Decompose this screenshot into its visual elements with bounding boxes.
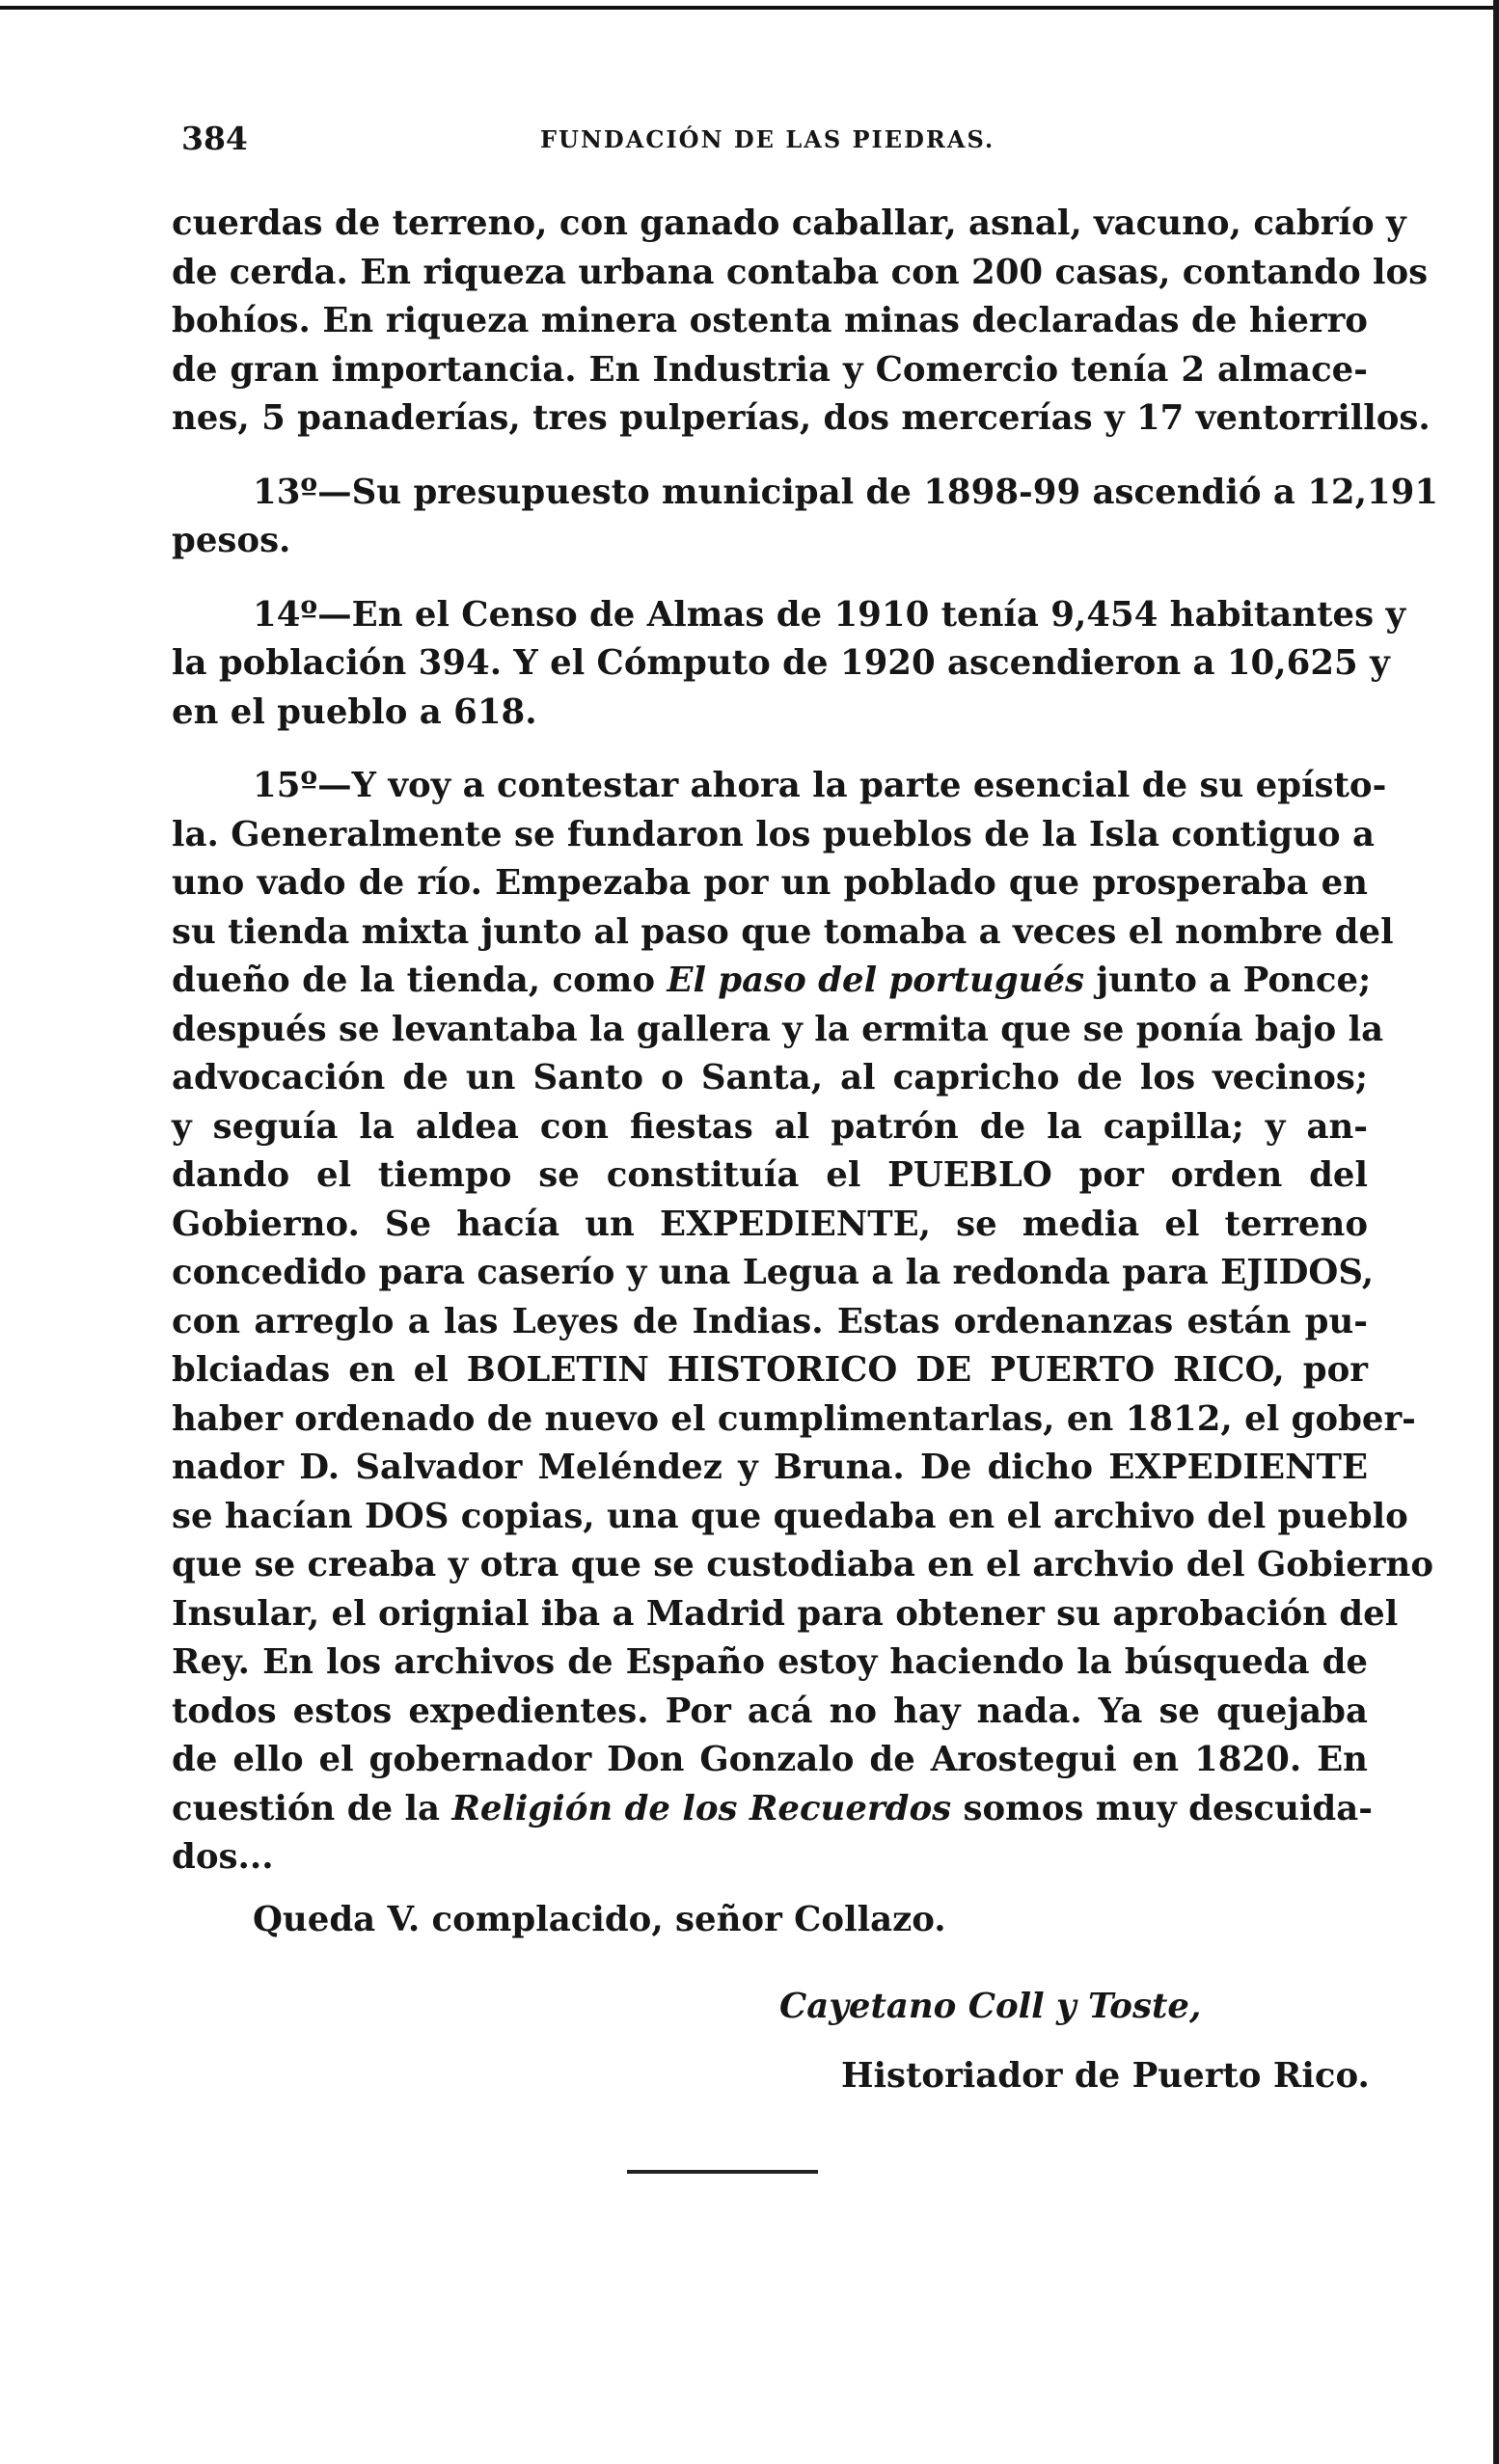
paragraph-1: [172, 200, 1431, 444]
text-line: en el pueblo a 618.: [172, 691, 537, 732]
text-line: de ello el gobernador Don Gonzalo de Arostegui en 1820. En: [172, 1740, 1368, 1779]
text-line: se hacían DOS copias, una que quedaba en el archivo del pueblo: [172, 1496, 1408, 1536]
paragraph-14: [172, 591, 1406, 738]
page-header: [181, 120, 1368, 168]
text-line: Rey. En los archivos de Españo estoy haciendo la búsqueda de: [172, 1642, 1368, 1682]
closing-line: Queda V. complacido, señor Collazo.: [253, 1900, 946, 1939]
text-line: la población 394. Y el Cómputo de 1920 ascendieron a 10,625 y: [172, 643, 1390, 683]
paragraph-13: [172, 469, 1439, 566]
text-line: 14º—En el Censo de Almas de 1910 tenía 9,454 habitantes y: [253, 594, 1406, 635]
text-segment: junto a Ponce;: [1084, 961, 1372, 1000]
text-segment: somos muy descuida-: [951, 1788, 1373, 1828]
text-line: y seguía la aldea con fiestas al patrón de la capilla; y an-: [172, 1106, 1368, 1147]
text-line: que se creaba y otra que se custodiaba en el archvio del Gobierno: [172, 1545, 1434, 1584]
text-line: nador D. Salvador Meléndez y Bruna. De dicho EXPEDIENTE: [172, 1448, 1368, 1487]
text-line: cuerdas de terreno, con ganado caballar, asnal, vacuno, cabrío y: [172, 203, 1406, 243]
text-line: bohíos. En riqueza minera ostenta minas declaradas de hierro: [172, 301, 1368, 340]
italic-title: El paso del portugués: [667, 961, 1085, 1000]
page-number: 384: [181, 120, 248, 157]
text-line: [172, 957, 1372, 1006]
text-segment: dueño de la tienda, como: [172, 961, 668, 1000]
text-line: 13º—Su presupuesto municipal de 1898-99 ascendió a 12,191: [253, 472, 1439, 512]
text-line: después se levantaba la gallera y la ermita que se ponía bajo la: [172, 1009, 1384, 1049]
text-line: de cerda. En riqueza urbana contaba con 200 casas, contando los: [172, 252, 1429, 292]
top-border-line: [0, 6, 1499, 10]
text-line: [172, 1785, 1373, 1834]
text-line: haber ordenado de nuevo el cumplimentarlas, en 1812, el gober-: [172, 1398, 1416, 1439]
text-line: de gran importancia. En Industria y Comercio tenía 2 almace-: [172, 349, 1368, 390]
text-line: su tienda mixta junto al paso que tomaba a veces el nombre del: [172, 911, 1394, 952]
text-line: Insular, el orignial iba a Madrid para obtener su aprobación del: [172, 1593, 1399, 1634]
paragraph-15: [172, 762, 1434, 1882]
text-line: advocación de un Santo o Santa, al capricho de los vecinos;: [172, 1058, 1368, 1097]
running-title: FUNDACIÓN DE LAS PIEDRAS.: [540, 125, 995, 153]
italic-title: Religión de los Recuerdos: [451, 1788, 952, 1828]
text-line: nes, 5 panaderías, tres pulperías, dos mercerías y 17 ventorrillos.: [172, 398, 1431, 438]
text-line: pesos.: [172, 521, 291, 560]
end-rule: [627, 2170, 818, 2174]
text-line: 15º—Y voy a contestar ahora la parte esencial de su epísto-: [253, 766, 1387, 805]
text-line: blciadas en el BOLETIN HISTORICO DE PUERTO RICO, por: [172, 1350, 1368, 1390]
text-line: con arreglo a las Leyes de Indias. Estas ordenanzas están pu-: [172, 1301, 1368, 1341]
body-text: [172, 200, 1439, 1882]
text-segment: cuestión de la: [172, 1788, 452, 1828]
text-line: todos estos expedientes. Por acá no hay nada. Ya se quejaba: [172, 1691, 1368, 1731]
text-line: dos...: [172, 1837, 274, 1877]
text-line: Gobierno. Se hacía un EXPEDIENTE, se media el terreno: [172, 1204, 1368, 1244]
text-line: uno vado de río. Empezaba por un poblado que prosperaba en: [172, 863, 1368, 903]
text-line: la. Generalmente se fundaron los pueblos de la Isla contiguo a: [172, 814, 1375, 854]
right-border-line: [1493, 0, 1499, 2464]
text-line: concedido para caserío y una Legua a la redonda para EJIDOS,: [172, 1253, 1375, 1292]
text-line: dando el tiempo se constituía el PUEBLO por orden del: [172, 1155, 1368, 1195]
signature-title: Historiador de Puerto Rico.: [841, 2056, 1370, 2096]
signature-name: Cayetano Coll y Toste,: [779, 1987, 1202, 2026]
